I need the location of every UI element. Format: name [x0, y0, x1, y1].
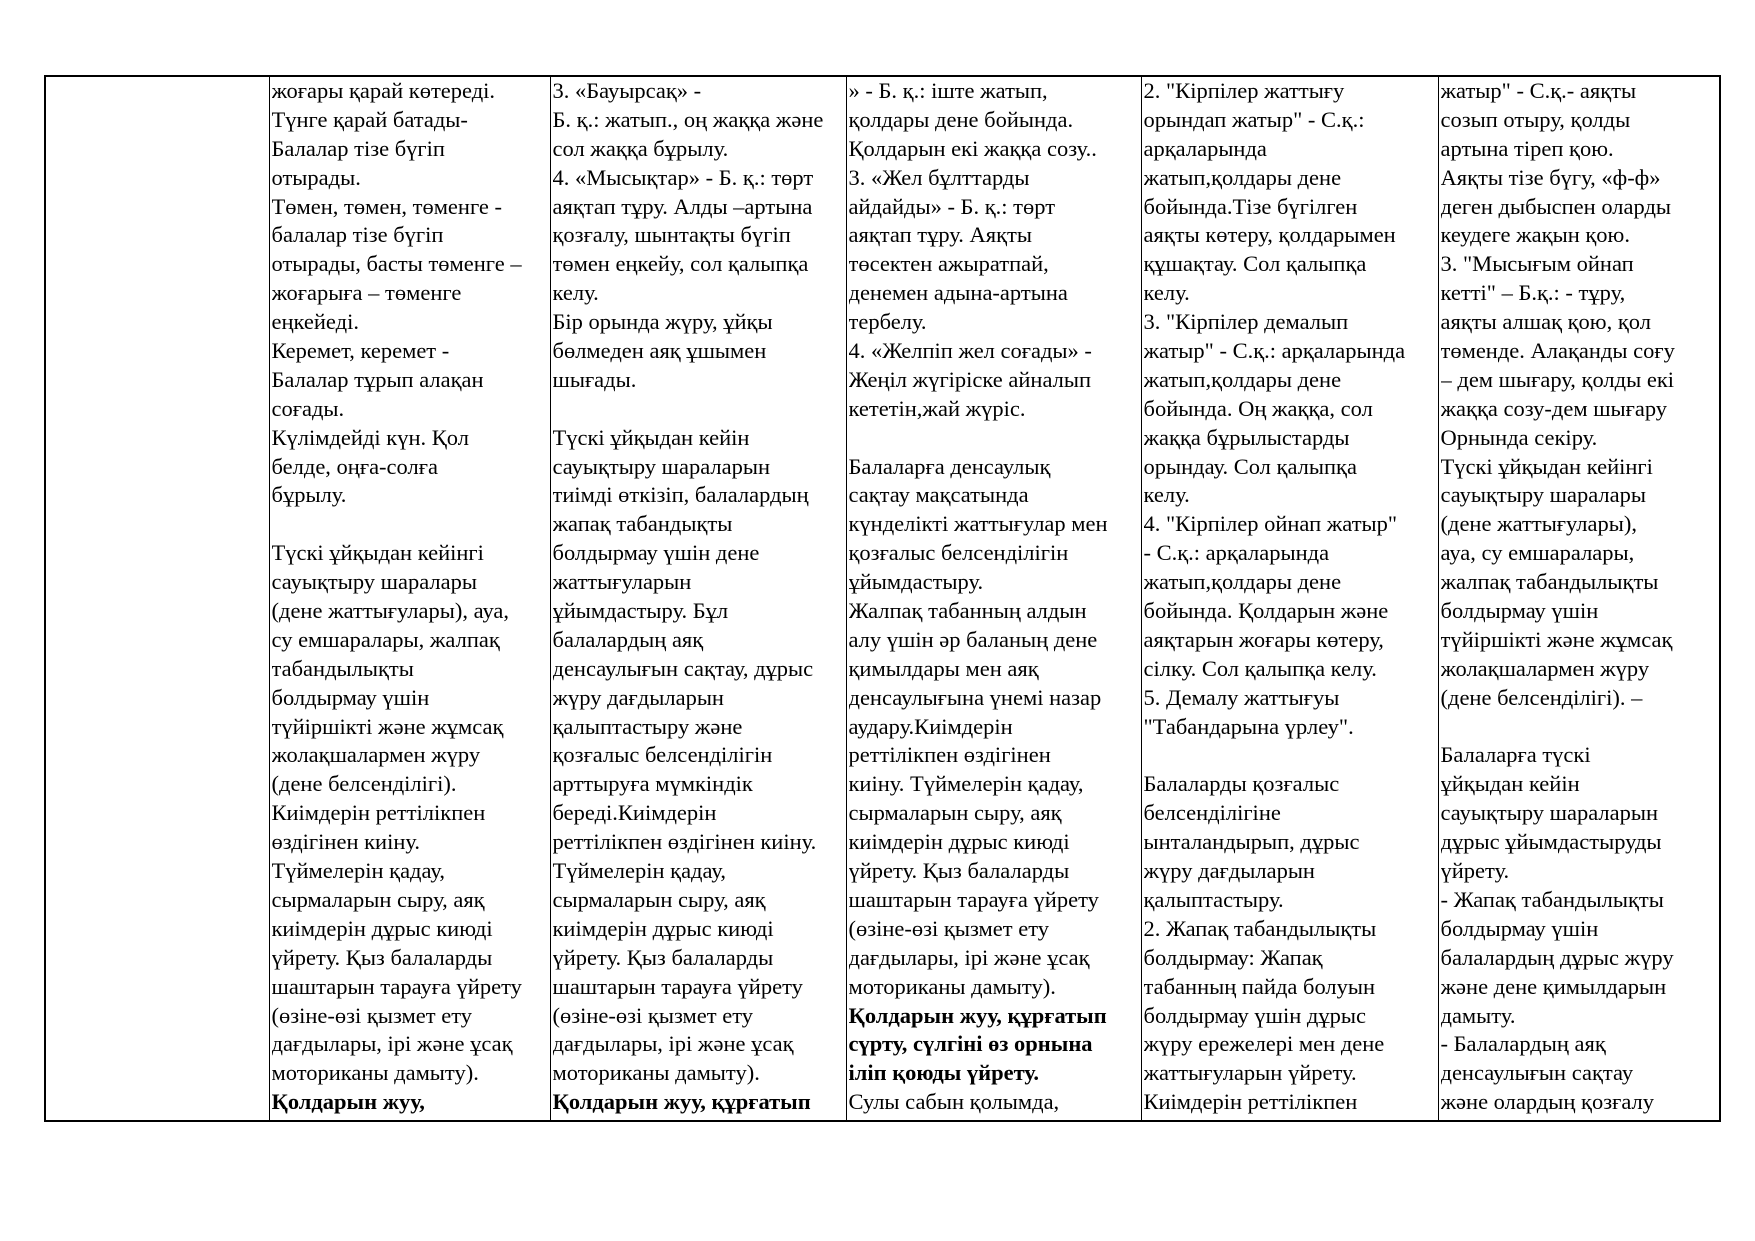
cell-text-line: су емшаралары, жалпақ	[271, 626, 500, 652]
cell-text-line: өздігінен киіну.	[271, 829, 420, 855]
cell-text-line: алу үшін әр баланың дене	[848, 626, 1098, 652]
cell-text-line: аяқтарын жоғары көтеру,	[1143, 626, 1384, 652]
cell-text-line: реттілікпен өздігінен	[848, 742, 1051, 768]
cell-text-line: отырады.	[271, 164, 361, 190]
cell-text-line: келу.	[552, 280, 599, 306]
cell-text-line: 2. Жапақ табандылықты	[1143, 915, 1377, 941]
cell-text-line: Киімдерін реттілікпен	[1143, 1089, 1358, 1115]
cell-text-line: - Балалардың аяқ	[1440, 1031, 1606, 1057]
cell-text-line: түйіршікті және жұмсақ	[271, 713, 504, 739]
cell-text-line: соғады.	[271, 395, 345, 421]
cell-text-line: Түскі ұйқыдан кейін	[552, 424, 750, 450]
cell-text-line: 4. «Мысықтар» - Б. қ.: төрт	[552, 164, 814, 190]
cell-text-line: сүрту, сүлгіні өз орнына	[848, 1031, 1093, 1057]
cell-text-line: құшақтау. Сол қалыпқа	[1143, 251, 1367, 277]
table-cell-col-1	[269, 76, 550, 1121]
cell-text-line: Төмен, төмен, төменге -	[271, 193, 502, 219]
cell-text-line: Түскі ұйқыдан кейінгі	[271, 540, 484, 566]
table-cell-col-0	[45, 76, 269, 1121]
cell-text-line: белде, оңға-солға	[271, 453, 438, 479]
cell-text-line: (дене белсенділігі).	[271, 771, 457, 797]
cell-text-line: қозғалу, шынтақты бүгіп	[552, 222, 791, 248]
cell-text-line: 5. Демалу жаттығуы	[1143, 684, 1340, 710]
cell-text-line: табандылықты	[271, 655, 414, 681]
cell-text-line: – дем шығару, қолды екі	[1440, 366, 1675, 392]
cell-text-line: сырмаларын сыру, аяқ	[271, 886, 485, 912]
cell-text-line: еңкейеді.	[271, 309, 359, 335]
cell-text-line: жалпақ табандылықты	[1440, 569, 1659, 595]
cell-text-line: денсаулығын сақтау, дұрыс	[552, 655, 814, 681]
cell-text-line	[272, 510, 548, 539]
cell-text-line: (дене белсенділігі). –	[1440, 684, 1643, 710]
cell-text-line: үйрету. Қыз балаларды	[271, 944, 493, 970]
cell-text-line: денсаулығына үнемі назар	[848, 684, 1102, 710]
cell-text-line: жаққа созу-дем шығару	[1440, 395, 1668, 421]
cell-text-line: болдырмау үшін дұрыс	[1143, 1002, 1366, 1028]
cell-text-line: жүру дағдыларын	[1143, 858, 1315, 884]
cell-text-line: орындап жатыр" - С.қ.:	[1143, 106, 1365, 132]
cell-text-line: 2. "Кірпілер жаттығу	[1143, 78, 1345, 103]
cell-text-line: (дене жаттығулары),	[1440, 511, 1638, 537]
cell-text-line: дағдылары, ірі және ұсақ	[271, 1031, 513, 1057]
cell-text-line: белсенділігіне	[1143, 800, 1281, 826]
cell-text-line: бұрылу.	[271, 482, 347, 508]
cell-text-line: Түймелерін қадау,	[552, 858, 726, 884]
cell-text-line: денсаулығын сақтау	[1440, 1060, 1634, 1086]
cell-text-line: тиімді өткізіп, балалардың	[552, 482, 809, 508]
cell-text-line: реттілікпен өздігінен киіну.	[552, 829, 817, 855]
cell-text-line: Киімдерін реттілікпен	[271, 800, 486, 826]
cell-text-line: қимылдары мен аяқ	[848, 655, 1039, 681]
cell-text-line: сол жаққа бұрылу.	[552, 135, 729, 161]
cell-text-line: киімдерін дұрыс киюді	[552, 915, 774, 941]
cell-text-line: Қолдарын екі жаққа созу..	[848, 135, 1097, 161]
cell-text-line: қозғалыс белсенділігін	[552, 742, 773, 768]
cell-text-line: Орнында секіру.	[1440, 424, 1598, 450]
cell-text-line: ұйымдастыру. Бұл	[552, 598, 729, 624]
cell-text-line: төсектен ажыратпай,	[848, 251, 1049, 277]
cell-text-line: шаштарын тарауға үйрету	[552, 973, 803, 999]
table-cell-col-5	[1438, 76, 1720, 1121]
cell-text-line: Жалпақ табанның алдын	[848, 598, 1087, 624]
cell-text-line: қалыптастыру.	[1143, 886, 1284, 912]
cell-text-line: сақтау мақсатында	[848, 482, 1029, 508]
cell-text-line: жолақшалармен жүру	[271, 742, 481, 768]
cell-text-line: 4. "Кірпілер ойнап жатыр"	[1143, 511, 1398, 537]
cell-text-line: - С.қ.: арқаларында	[1143, 540, 1330, 566]
cell-text-line: жапақ табандықты	[552, 511, 733, 537]
cell-text-line	[553, 395, 844, 424]
cell-text-line: түйіршікті және жұмсақ	[1440, 626, 1673, 652]
cell-text-line: болдырмау үшін дене	[552, 540, 760, 566]
cell-text-line: сырмаларын сыру, аяқ	[848, 800, 1062, 826]
table-cell-col-2	[550, 76, 846, 1121]
table-cell-col-3	[846, 76, 1141, 1121]
table-cell-col-4	[1141, 76, 1438, 1121]
cell-text-line: (өзіне-өзі қызмет ету	[271, 1002, 472, 1028]
cell-text-line: моториканы дамыту).	[848, 973, 1056, 999]
cell-text-line: ынталандырып, дұрыс	[1143, 829, 1360, 855]
cell-text-line: ұйымдастыру.	[848, 569, 984, 595]
cell-text-line: сауықтыру шараларын	[552, 453, 771, 479]
cell-text-line: болдырмау үшін	[1440, 598, 1599, 624]
cell-text-line: сілку. Сол қалыпқа келу.	[1143, 655, 1377, 681]
cell-text-line: Қолдарын жуу, құрғатып	[552, 1089, 811, 1115]
cell-text-line: сауықтыру шаралары	[271, 569, 478, 595]
cell-text-line: дағдылары, ірі және ұсақ	[552, 1031, 794, 1057]
cell-text-line: іліп қоюды үйрету.	[848, 1060, 1040, 1086]
cell-text-line: (өзіне-өзі қызмет ету	[848, 915, 1049, 941]
cell-text-line: ауа, су емшаралары,	[1440, 540, 1635, 566]
cell-text-line	[849, 424, 1139, 453]
cell-text-line: сауықтыру шаралары	[1440, 482, 1647, 508]
cell-text-line: Бір орында жүру, ұйқы	[552, 309, 773, 335]
cell-text-line: қалыптастыру және	[552, 713, 743, 739]
cell-text-line: аудару.Киімдерін	[848, 713, 1013, 739]
cell-text-line: (дене жаттығулары), ауа,	[271, 598, 510, 624]
cell-text-line: бөлмеден аяқ ұшымен	[552, 338, 767, 364]
cell-text-line: 4. «Желпіп жел соғады» -	[848, 338, 1092, 364]
cell-text-line: балалар тізе бүгіп	[271, 222, 444, 248]
cell-text-line: кеудеге жақын қою.	[1440, 222, 1630, 248]
cell-text-line: Қолдарын жуу,	[271, 1089, 425, 1115]
cell-text-line: сауықтыру шараларын	[1440, 800, 1659, 826]
cell-text-line: Түнге қарай батады-	[271, 106, 468, 132]
cell-text-line: келу.	[1143, 280, 1190, 306]
cell-text-line: деген дыбыспен оларды	[1440, 193, 1672, 219]
cell-text-line: жүру дағдыларын	[552, 684, 724, 710]
cell-text-line: төменде. Алақанды соғу	[1440, 338, 1675, 364]
cell-text-line: Керемет, керемет -	[271, 338, 450, 364]
cell-text-line: Балалар тізе бүгіп	[271, 135, 445, 161]
cell-text-line: Балаларды қозғалыс	[1143, 771, 1340, 797]
cell-text-line: шығады.	[552, 366, 637, 392]
cell-text-line: Түймелерін қадау,	[271, 858, 445, 884]
cell-text-line: » - Б. қ.: іште жатып,	[848, 78, 1048, 103]
cell-text-line: Күлімдейді күн. Қол	[271, 424, 469, 450]
cell-text-line: артына тіреп қою.	[1440, 135, 1614, 161]
cell-text-line: үйрету.	[1440, 858, 1510, 884]
cell-text-line: жатып,қолдары дене	[1143, 569, 1342, 595]
cell-text-line: қозғалыс белсенділігін	[848, 540, 1069, 566]
cell-text-line: дағдылары, ірі және ұсақ	[848, 944, 1090, 970]
cell-text-line: аяқты алшақ қою, қол	[1440, 309, 1651, 335]
cell-text-line: Балаларға денсаулық	[848, 453, 1051, 479]
cell-text-line: жатыр" - С.қ.- аяқты	[1440, 78, 1637, 103]
cell-text-line: 3. "Кірпілер демалып	[1143, 309, 1349, 335]
cell-text-line	[1144, 741, 1436, 770]
cell-text-line: арқаларында	[1143, 135, 1267, 161]
cell-text-line: келу.	[1143, 482, 1190, 508]
cell-text-line: балалардың дұрыс жүру	[1440, 944, 1674, 970]
cell-text-line: моториканы дамыту).	[552, 1060, 760, 1086]
cell-text-line: қолдары дене бойында.	[848, 106, 1074, 132]
cell-text-line: Қолдарын жуу, құрғатып	[848, 1002, 1107, 1028]
cell-text-line: арттыруға мүмкіндік	[552, 771, 753, 797]
cell-text-line: және дене қимылдарын	[1440, 973, 1667, 999]
cell-text-line: жолақшалармен жүру	[1440, 655, 1650, 681]
cell-text-line: аяқтап тұру. Аяқты	[848, 222, 1032, 248]
cell-text-line: (өзіне-өзі қызмет ету	[552, 1002, 753, 1028]
cell-text-line: айдайды» - Б. қ.: төрт	[848, 193, 1056, 219]
cell-text-line: болдырмау үшін	[1440, 915, 1599, 941]
cell-text-line: Балаларға түскі	[1440, 742, 1591, 768]
cell-text-line: күнделікті жаттығулар мен	[848, 511, 1108, 537]
cell-text-line: балалардың аяқ	[552, 626, 704, 652]
cell-text-line: 3. "Мысығым ойнап	[1440, 251, 1634, 277]
cell-text-line: Түскі ұйқыдан кейінгі	[1440, 453, 1653, 479]
cell-text-line: жаққа бұрылыстарды	[1143, 424, 1350, 450]
cell-text-line: дамыту.	[1440, 1002, 1516, 1028]
cell-text-line: аяқтап тұру. Алды –артына	[552, 193, 813, 219]
cell-text-line: жаттығуларын	[552, 569, 692, 595]
cell-text-line: береді.Киімдерін	[552, 800, 717, 826]
cell-text-line: жатып,қолдары дене	[1143, 366, 1342, 392]
cell-text-line: созып отыру, қолды	[1440, 106, 1631, 132]
cell-text-line: киіну. Түймелерін қадау,	[848, 771, 1084, 797]
cell-text-line: болдырмау: Жапақ	[1143, 944, 1323, 970]
cell-text-line: - Жапақ табандылықты	[1440, 886, 1664, 912]
cell-text-line: шаштарын тарауға үйрету	[848, 886, 1099, 912]
cell-text-line: киімдерін дұрыс киюді	[848, 829, 1070, 855]
cell-text-line: ұйқыдан кейін	[1440, 771, 1580, 797]
cell-text-line: Балалар тұрып алақан	[271, 366, 484, 392]
cell-text-line: орындау. Сол қалыпқа	[1143, 453, 1357, 479]
cell-text-line: бойында. Оң жаққа, сол	[1143, 395, 1373, 421]
cell-text-line: киімдерін дұрыс киюді	[271, 915, 493, 941]
cell-text-line: "Табандарына үрлеу".	[1143, 713, 1354, 739]
cell-text-line: сырмаларын сыру, аяқ	[552, 886, 766, 912]
cell-text-line: жоғарыға – төменге	[271, 280, 462, 306]
cell-text-line: жаттығуларын үйрету.	[1143, 1060, 1357, 1086]
cell-text-line: жатыр" - С.қ.: арқаларында	[1143, 338, 1406, 364]
cell-text-line: 3. «Жел бұлттарды	[848, 164, 1030, 190]
cell-text-line: моториканы дамыту).	[271, 1060, 479, 1086]
cell-text-line: бойында. Қолдарын және	[1143, 598, 1389, 624]
cell-text-line: Б. қ.: жатып., оң жаққа және	[552, 106, 824, 132]
cell-text-line: жүру ережелері мен дене	[1143, 1031, 1385, 1057]
cell-text-line: шаштарын тарауға үйрету	[271, 973, 522, 999]
cell-text-line: үйрету. Қыз балаларды	[552, 944, 774, 970]
cell-text-line: аяқты көтеру, қолдарымен	[1143, 222, 1396, 248]
cell-text-line: 3. «Бауырсақ» -	[552, 78, 702, 103]
cell-text-line: және олардың қозғалу	[1440, 1089, 1654, 1115]
cell-text-line: Сулы сабын қолымда,	[848, 1089, 1060, 1115]
cell-text-line: дұрыс ұйымдастыруды	[1440, 829, 1662, 855]
cell-text-line: отырады, басты төменге –	[271, 251, 522, 277]
cell-text-line: денемен адына-артына	[848, 280, 1068, 306]
table-row	[45, 76, 1720, 1121]
cell-text-line: төмен еңкейу, сол қалыпқа	[552, 251, 809, 277]
cell-text-line: үйрету. Қыз балаларды	[848, 858, 1070, 884]
cell-text-line	[1441, 713, 1718, 742]
cell-text-line: жатып,қолдары дене	[1143, 164, 1342, 190]
cell-text-line: болдырмау үшін	[271, 684, 430, 710]
cell-text-line: кететін,жай жүріс.	[848, 395, 1026, 421]
cell-text-line: бойында.Тізе бүгілген	[1143, 193, 1358, 219]
cell-text-line: жоғары қарай көтереді.	[271, 78, 496, 103]
cell-text-line: табанның пайда болуын	[1143, 973, 1376, 999]
cell-text-line: кетті" – Б.қ.: - тұру,	[1440, 280, 1626, 306]
cell-text-line: Жеңіл жүгіріске айналып	[848, 366, 1092, 392]
schedule-table	[44, 75, 1721, 1122]
cell-text-line: Аяқты тізе бүгу, «ф-ф»	[1440, 164, 1661, 190]
cell-text-line: тербелу.	[848, 309, 927, 335]
